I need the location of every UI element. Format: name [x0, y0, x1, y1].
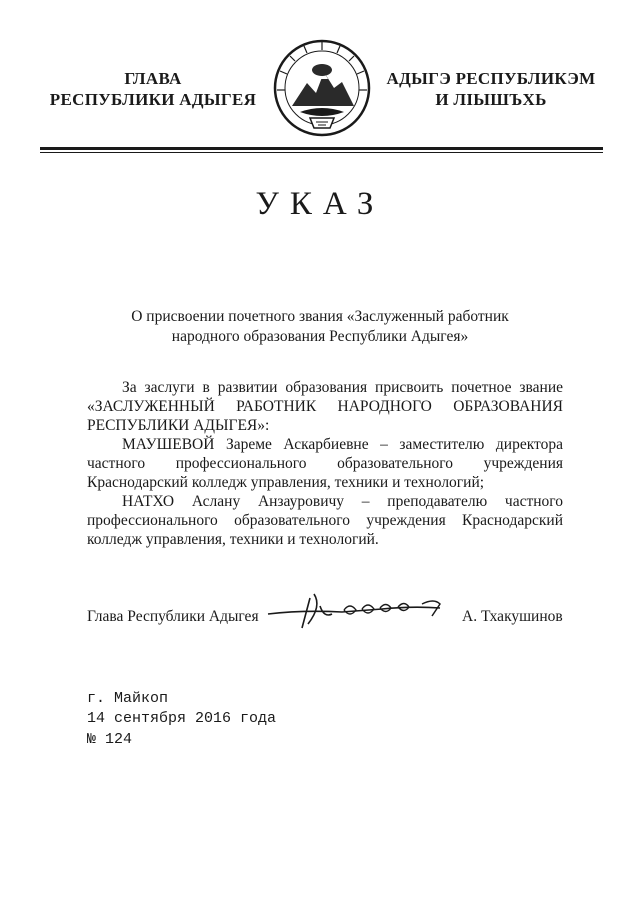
decree-number: № 124 — [87, 731, 133, 748]
body-paragraph-3: НАТХО Аслану Анзауровичу – преподавателю частного профессионального образовательного учреждения Краснодарский колледж управления, техники и технологий. — [87, 493, 563, 548]
issuer-header-adyghe — [386, 68, 596, 110]
signatory-title: Глава Республики Адыгея — [87, 608, 259, 625]
issue-place: г. Майкоп — [87, 690, 169, 707]
decree-subject — [100, 307, 540, 347]
coat-of-arms-emblem — [272, 38, 372, 140]
issuer-header-russian — [48, 68, 258, 110]
issue-date: 14 сентября 2016 года — [87, 710, 277, 727]
body-paragraph-1: За заслуги в развитии образования присвоить почетное звание «ЗАСЛУЖЕННЫЙ РАБОТНИК НАРОДНОГО ОБРАЗОВАНИЯ РЕСПУБЛИКИ АДЫГЕЯ»: — [87, 379, 563, 434]
body-paragraph-2: МАУШЕВОЙ Зареме Аскарбиевне – заместителю директора частного профессионального образовательного учреждения Краснодарский колледж управления, техники и технологий; — [87, 436, 563, 491]
signatory-name: А. Тхакушинов — [462, 608, 563, 625]
handwritten-signature — [262, 584, 457, 634]
issuer-line-2-adyghe: И ЛІЫШЪХЬ — [435, 90, 547, 109]
subject-line-2: народного образования Республики Адыгея» — [171, 328, 469, 345]
decree-body — [87, 378, 563, 549]
header-divider-thin — [40, 152, 603, 153]
issuer-line-1: ГЛАВА — [124, 69, 182, 88]
document-title: УКАЗ — [255, 186, 385, 222]
issuer-line-1-adyghe: АДЫГЭ РЕСПУБЛИКЭМ — [386, 69, 596, 88]
subject-line-1: О присвоении почетного звания «Заслуженный работник — [131, 308, 509, 325]
header-divider-thick — [40, 147, 603, 150]
issuer-line-2: РЕСПУБЛИКИ АДЫГЕЯ — [49, 90, 257, 109]
